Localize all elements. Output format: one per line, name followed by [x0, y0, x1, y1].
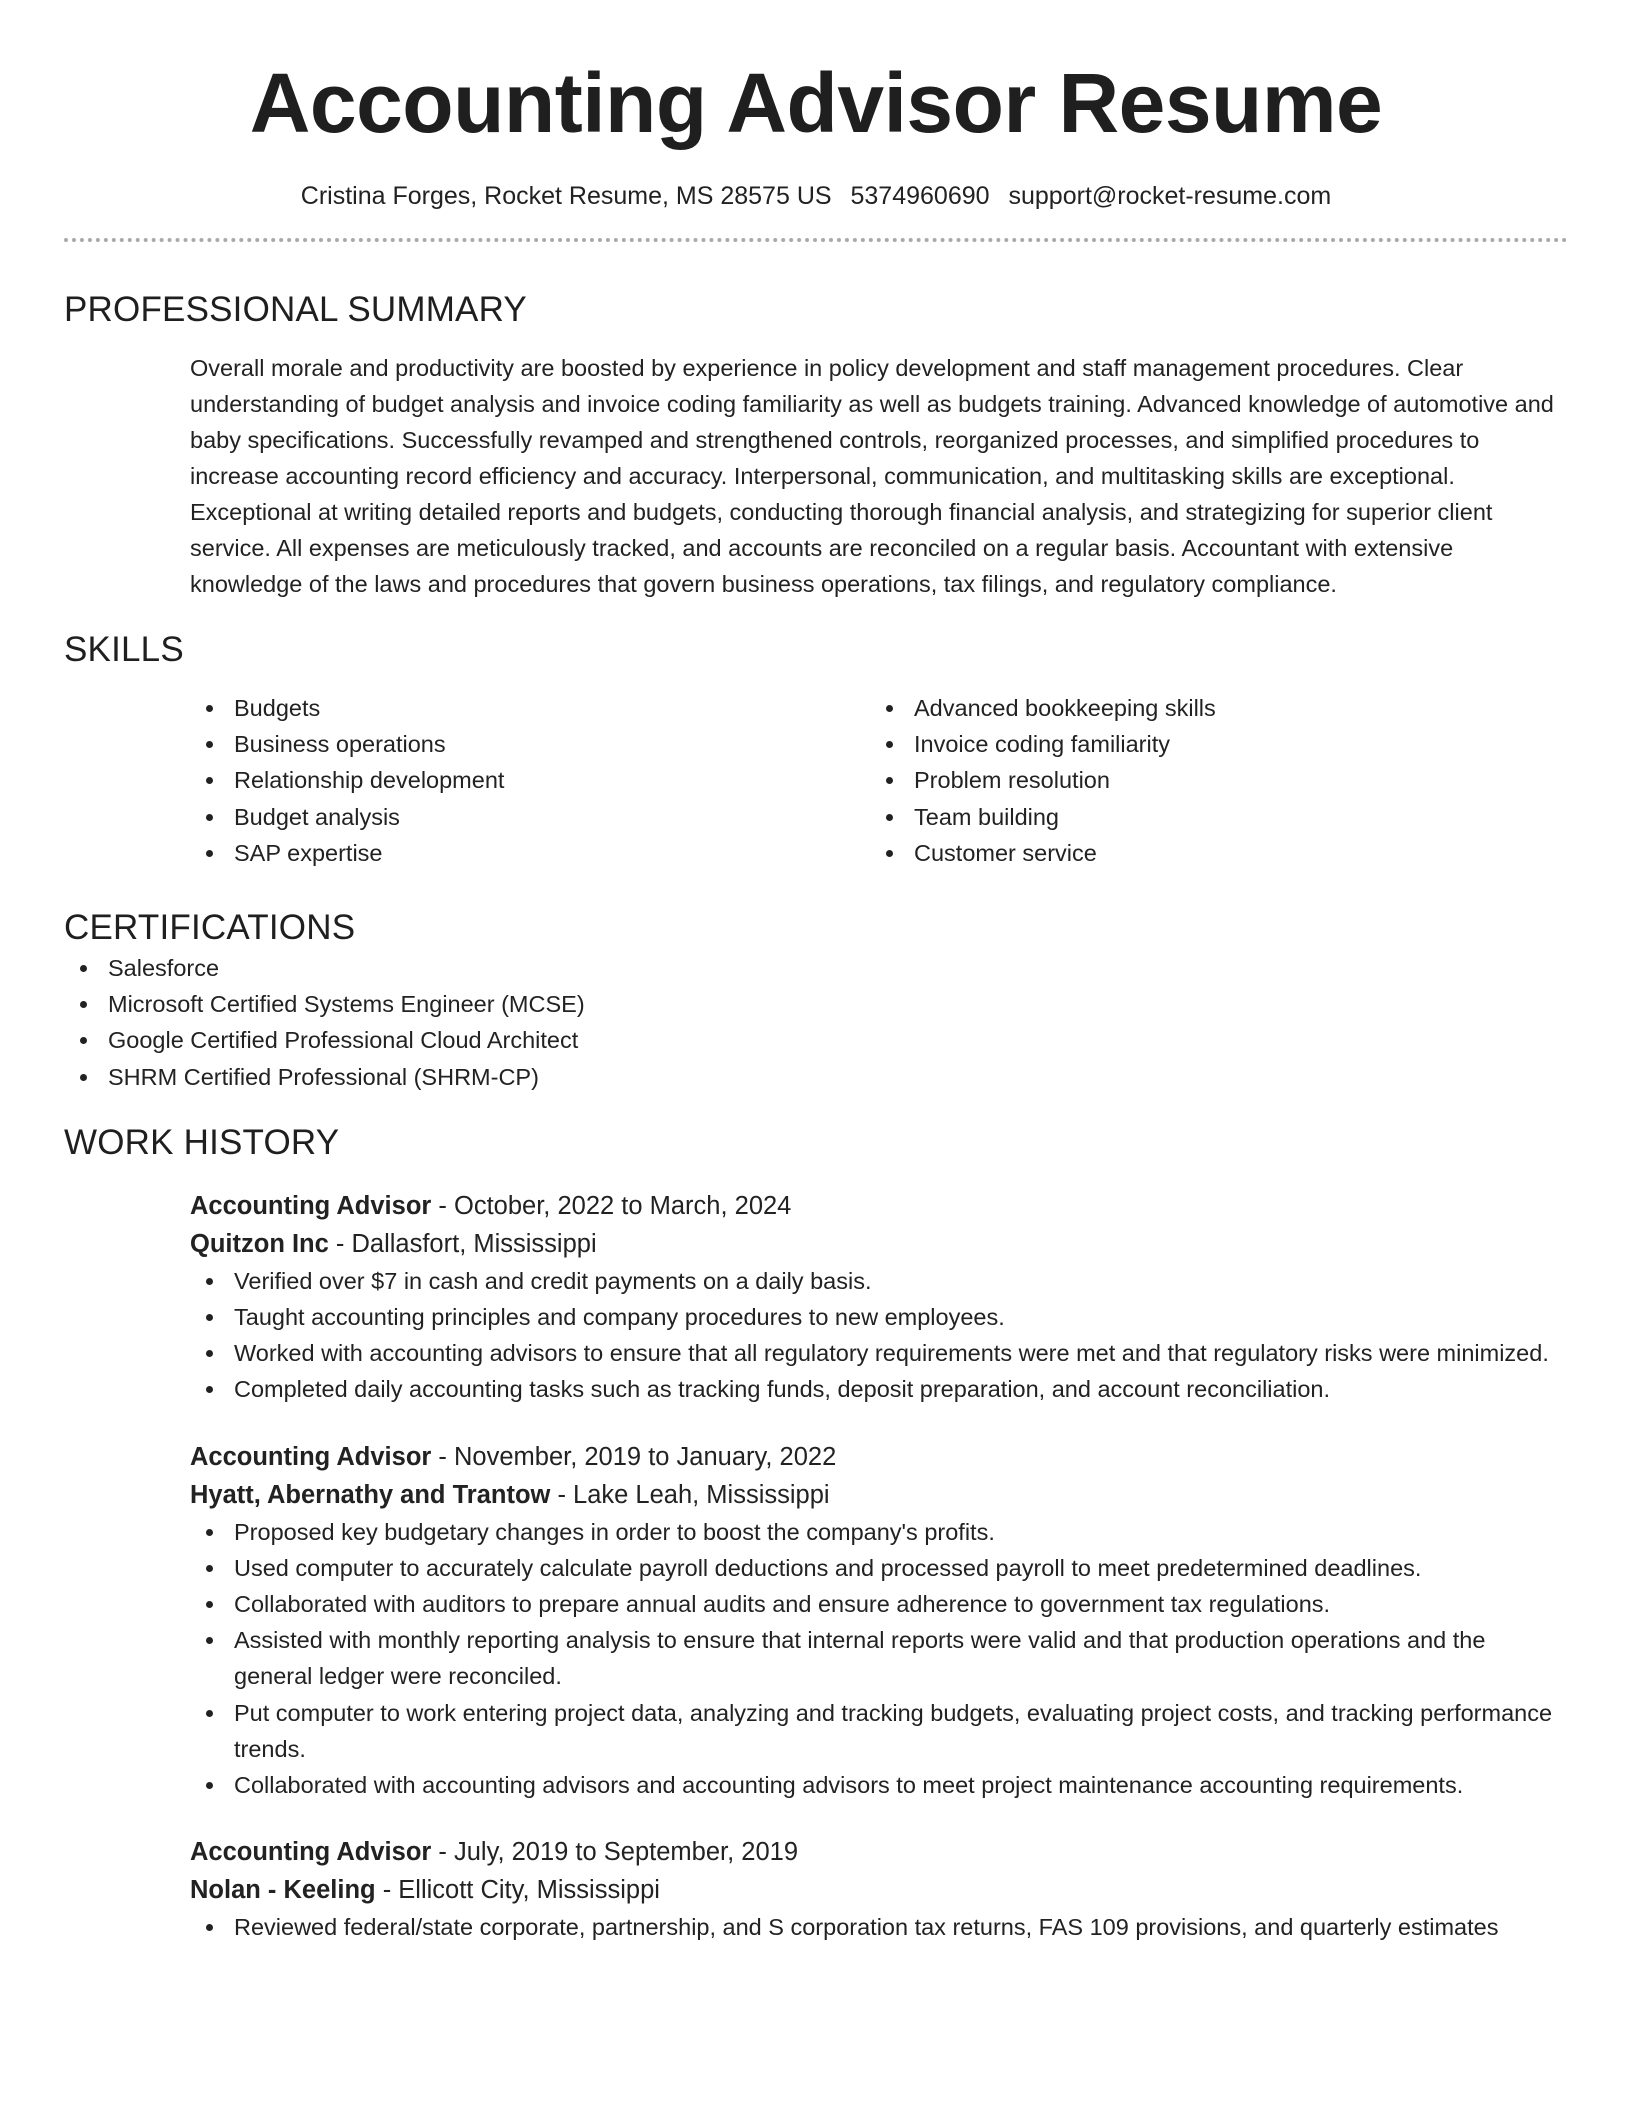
job-entry	[190, 1833, 1568, 1945]
certifications-list	[64, 950, 1568, 1095]
job-entry	[190, 1438, 1568, 1804]
skill-item: Problem resolution	[870, 762, 1550, 798]
job-duty-item: Assisted with monthly reporting analysis to ensure that internal reports were valid and that production operations and the general ledger were reconciled.	[190, 1622, 1568, 1694]
job-duty-item: Used computer to accurately calculate payroll deductions and processed payroll to meet predetermined deadlines.	[190, 1550, 1568, 1586]
summary-text: Overall morale and productivity are boosted by experience in policy development and staff management procedures. Clear understanding of budget analysis and invoice coding familiarity as well as budgets training. Advanced knowledge of automotive and baby specifications. Successfully revamped and strengthened controls, reorganized processes, and simplified procedures to increase accounting record efficiency and accuracy. Interpersonal, communication, and multitasking skills are exceptional. Exceptional at writing detailed reports and budgets, conducting thorough financial analysis, and strategizing for superior client service. All expenses are meticulously tracked, and accounts are reconciled on a regular basis. Accountant with extensive knowledge of the laws and procedures that govern business operations, tax filings, and regulatory compliance.	[190, 355, 1554, 597]
job-duty-item: Worked with accounting advisors to ensure that all regulatory requirements were met and that regulatory risks were minimized.	[190, 1335, 1568, 1371]
contact-phone: 5374960690	[850, 182, 990, 210]
job-duty-item: Collaborated with accounting advisors and accounting advisors to meet project maintenance accounting requirements.	[190, 1767, 1568, 1803]
contact-email: support@rocket-resume.com	[1008, 182, 1332, 210]
skill-item: Budget analysis	[190, 799, 870, 835]
job-company-line	[190, 1871, 1568, 1909]
skills-grid	[190, 690, 1568, 871]
skill-item: Team building	[870, 799, 1550, 835]
job-duties-list	[190, 1263, 1568, 1408]
skill-item: Invoice coding familiarity	[870, 726, 1550, 762]
certification-item: SHRM Certified Professional (SHRM-CP)	[64, 1059, 1568, 1095]
job-duty-item: Verified over $7 in cash and credit payments on a daily basis.	[190, 1263, 1568, 1299]
job-duties-list	[190, 1514, 1568, 1804]
job-location: - Lake Leah, Mississippi	[550, 1480, 830, 1509]
job-company: Nolan - Keeling	[190, 1876, 376, 1905]
job-dates: - November, 2019 to January, 2022	[431, 1442, 837, 1471]
skills-list-right	[870, 690, 1550, 871]
certification-item: Salesforce	[64, 950, 1568, 986]
skill-item: Business operations	[190, 726, 870, 762]
certification-item: Microsoft Certified Systems Engineer (MCSE)	[64, 986, 1568, 1022]
job-entry	[190, 1187, 1568, 1408]
contact-address: Cristina Forges, Rocket Resume, MS 28575 US	[300, 182, 832, 210]
resume-title: Accounting Advisor Resume	[249, 56, 1383, 150]
job-title-line	[190, 1438, 1568, 1476]
skill-item: Customer service	[870, 835, 1550, 871]
section-heading-certifications: CERTIFICATIONS	[64, 908, 356, 948]
job-duty-item: Taught accounting principles and company procedures to new employees.	[190, 1299, 1568, 1335]
skill-item: Budgets	[190, 690, 870, 726]
job-title-line	[190, 1187, 1568, 1225]
job-location: - Ellicott City, Mississippi	[375, 1876, 660, 1905]
job-dates: - July, 2019 to September, 2019	[431, 1838, 799, 1867]
skills-list-left	[190, 690, 870, 871]
skill-item: SAP expertise	[190, 835, 870, 871]
job-company: Hyatt, Abernathy and Trantow	[190, 1480, 551, 1509]
job-duty-item: Collaborated with auditors to prepare annual audits and ensure adherence to government tax regulations.	[190, 1586, 1568, 1622]
contact-line	[64, 180, 1568, 212]
job-company-line	[190, 1476, 1568, 1514]
section-heading-work-history: WORK HISTORY	[64, 1122, 340, 1162]
job-company-line	[190, 1225, 1568, 1263]
job-duty-item: Reviewed federal/state corporate, partnership, and S corporation tax returns, FAS 109 provisions, and quarterly estimates	[190, 1909, 1568, 1945]
certification-item: Google Certified Professional Cloud Architect	[64, 1022, 1568, 1058]
job-title: Accounting Advisor	[190, 1838, 432, 1867]
job-duty-item: Proposed key budgetary changes in order to boost the company's profits.	[190, 1514, 1568, 1550]
job-title-line	[190, 1833, 1568, 1871]
job-company: Quitzon Inc	[190, 1229, 329, 1258]
section-heading-skills: SKILLS	[64, 630, 184, 669]
job-dates: - October, 2022 to March, 2024	[431, 1191, 792, 1220]
job-title: Accounting Advisor	[190, 1191, 432, 1220]
section-heading-summary: PROFESSIONAL SUMMARY	[64, 290, 527, 329]
job-title: Accounting Advisor	[190, 1442, 432, 1471]
job-location: - Dallasfort, Mississippi	[328, 1229, 597, 1258]
resume-page	[64, 0, 1568, 1945]
header-divider	[64, 238, 1568, 242]
skill-item: Advanced bookkeeping skills	[870, 690, 1550, 726]
job-duty-item: Completed daily accounting tasks such as tracking funds, deposit preparation, and account reconciliation.	[190, 1371, 1568, 1407]
job-duty-item: Put computer to work entering project data, analyzing and tracking budgets, evaluating project costs, and tracking performance trends.	[190, 1695, 1568, 1767]
skill-item: Relationship development	[190, 762, 870, 798]
job-duties-list	[190, 1909, 1568, 1945]
